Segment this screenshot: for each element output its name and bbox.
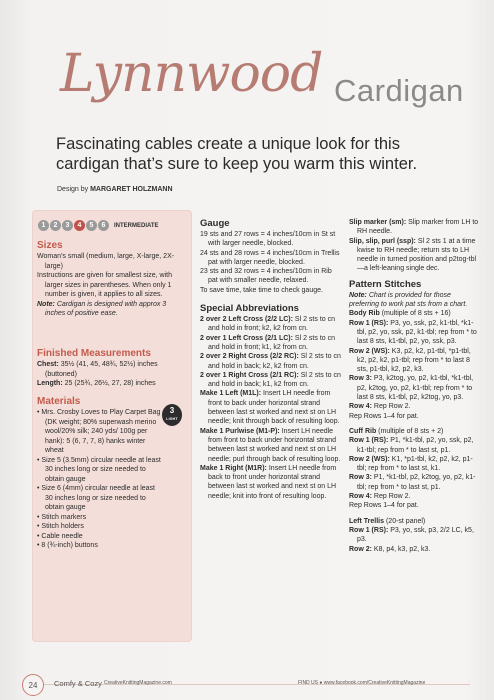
cuff-rib-title: Cuff Rib — [349, 427, 377, 435]
materials-section: Materials • Mrs. Crosby Loves to Play Carpet Bag (DK weight; 80% superwash merino wool/20% silk; 240 yds/ 100g per hank): 5 (6, 7, 7, 8) hanks winter wheat • Size 5 (3.5mm) circular needle at least 30 inches long or size needed to obtain gauge • Size 6 (4mm) circular needle at least 30 inches long or size needed to obtain gauge • Stitch markers • Stitch holders • Cable needle • 8 (¾-inch) buttons — [37, 396, 161, 549]
title-script: Lynnwood — [60, 44, 323, 104]
abbr-def: Sl 2 sts to cn and hold in back; k1, k2 from cn. — [208, 371, 341, 389]
gauge-column — [200, 218, 342, 501]
skill-dot-active: 4 — [74, 220, 85, 231]
abbr-term: 2 over 1 Right Cross (2/1 RC): — [200, 371, 299, 379]
abbr-term: 2 over 1 Left Cross (2/1 LC): — [200, 334, 293, 342]
materials-item: Mrs. Crosby Loves to Play Carpet Bag (DK weight; 80% superwash merino wool/20% silk; 240 yds/ 100g per hank): 5 (6, 7, 7, 8) hanks winter wheat — [41, 409, 161, 454]
row-label: Row 4: — [349, 493, 372, 501]
sizes-line: Instructions are given for smallest size, with larger sizes in parentheses. When only 1 number is given, it applies to all sizes. — [37, 272, 172, 298]
skill-level — [38, 220, 159, 231]
abbr-term: Make 1 Left (M1L): — [200, 390, 262, 398]
row-text: Rep Row 2. — [373, 493, 411, 501]
abbr-def: Slip marker from LH to RH needle. — [357, 219, 479, 236]
row-text: K3, p2, k2, p1-tbl, *p1-tbl, k2, p2, k2, p1-tbl; rep from * to last 8 sts, p1-tbl, k2, p2, k3. — [357, 347, 471, 374]
designer-credit — [57, 186, 173, 193]
measurements-section — [37, 348, 187, 389]
row-label: Row 4: — [349, 403, 372, 411]
row-text: Rep Row 2. — [373, 403, 411, 411]
row-label: Row 3: — [349, 375, 372, 383]
pattern-stitches-heading: Pattern Stitches — [349, 278, 422, 290]
row-text: Rep Rows 1–4 for pat. — [349, 412, 419, 420]
abbr-def: Insert LH needle from front to back under horizontal strand between last st worked and next st on LH needle; purl through back of resulting loop. — [208, 427, 341, 463]
length-label: Length: — [37, 380, 63, 387]
pattern-note: Chart is provided for those preferring to work pat sts from a chart. — [349, 291, 468, 309]
abbr-def: Sl 2 sts 1 at a time kwise to RH needle; return sts to LH needle in turned position and p2tog-tbl—a left-leaning single dec. — [357, 237, 477, 273]
yarn-weight-number: 3 — [169, 406, 175, 415]
designer-name: MARGARET HOLZMANN — [90, 186, 173, 193]
gauge-line: To save time, take time to check gauge. — [200, 286, 323, 294]
footer-facebook: FIND US ● www.facebook.com/CreativeKnittingMagazine — [298, 680, 426, 686]
title-sans: Cardigan — [334, 73, 464, 108]
sizes-note-label: Note: — [37, 300, 55, 308]
sizes-section — [37, 240, 187, 319]
row-label: Row 2 (WS): — [349, 347, 390, 355]
pattern-column — [349, 218, 481, 554]
materials-item: 8 (¾-inch) buttons — [41, 542, 98, 549]
abbr-def: Insert LH needle from front to back under horizontal strand between last st worked and next st on LH needle; knit through back of resulting loop. — [208, 390, 340, 426]
row-label: Row 3: — [349, 474, 372, 482]
left-trellis-title: Left Trellis — [349, 517, 385, 525]
row-label: Row 2: — [349, 545, 372, 553]
row-text: P3, k2tog, yo, p2, k1-tbl, *k1-tbl, p2, k2tog, yo, p2, k1-tbl; rep from * to last 8 sts, k1-tbl, p2, k2tog, yo, p3. — [357, 375, 474, 402]
abbr-term: 2 over 2 Left Cross (2/2 LC): — [200, 316, 293, 324]
cuff-rib-count: (multiple of 8 sts + 2) — [378, 427, 444, 435]
yarn-weight-icon — [162, 404, 182, 426]
row-label: Row 2 (WS): — [349, 455, 390, 463]
row-text: K8, p4, k3, p2, k3. — [373, 545, 431, 553]
skill-label: INTERMEDIATE — [114, 222, 159, 229]
row-label: Row 1 (RS): — [349, 526, 389, 534]
measurements-heading: Finished Measurements — [37, 348, 151, 359]
row-text: P1, *k1-tbl, p2, yo, ssk, p2, k1-tbl; rep from * to last st, p1. — [357, 437, 474, 454]
sizes-note: Cardigan is designed with approx 3 inches of positive ease. — [45, 300, 167, 317]
skill-dot: 6 — [98, 220, 109, 231]
materials-item: Cable needle — [41, 532, 83, 540]
abbr-term: 2 over 2 Right Cross (2/2 RC): — [200, 353, 299, 361]
sizes-line: Woman’s small (medium, large, X-large, 2X-large) — [37, 253, 175, 270]
abbr-term: Make 1 Purlwise (M1-P): — [200, 427, 280, 435]
pattern-note-label: Note: — [349, 291, 367, 299]
chest-label: Chest: — [37, 361, 59, 368]
abbr-term: Slip marker (sm): — [349, 219, 407, 226]
designer-prefix: Design by — [57, 186, 89, 193]
abbr-term: Make 1 Right (M1R): — [200, 464, 267, 472]
body-rib-count: (multiple of 8 sts + 16) — [381, 310, 451, 318]
row-text: P1, *k1-tbl, p2, k2tog, yo, p2, k1-tbl; rep from * to last st, p1. — [357, 474, 476, 491]
gauge-line: 23 sts and 32 rows = 4 inches/10cm in Rib pat with smaller needle, relaxed. — [200, 268, 332, 285]
footer-website: CreativeKnittingMagazine.com — [104, 680, 172, 686]
length-value: 25 (25¾, 26½, 27, 28) inches — [64, 380, 156, 387]
gauge-line: 19 sts and 27 rows = 4 inches/10cm in St st with larger needle, blocked. — [200, 231, 336, 248]
footer-magazine: Comfy & Cozy — [54, 679, 102, 688]
row-label: Row 1 (RS): — [349, 319, 389, 327]
skill-dot: 3 — [62, 220, 73, 231]
abbr-def: Sl 2 sts to cn and hold in front; k2, k2 from cn. — [208, 316, 335, 333]
row-text: P3, yo, ssk, p2, k1-tbl, *k1-tbl, p2, yo, ssk, p2, k1-tbl; rep from * to last 8 sts, k1-tbl, p2, yo, ssk, p3. — [357, 319, 477, 346]
chest-value: 35½ (41, 45, 48¾, 52½) inches (buttoned) — [45, 361, 158, 378]
body-rib-title: Body Rib — [349, 310, 380, 318]
abbr-term: Slip, slip, purl (ssp): — [349, 237, 416, 245]
skill-dot: 5 — [86, 220, 97, 231]
materials-heading: Materials — [37, 396, 81, 407]
row-text: Rep Rows 1–4 for pat. — [349, 502, 419, 510]
gauge-line: 24 sts and 28 rows = 4 inches/10cm in Trellis pat with larger needle, blocked. — [200, 249, 340, 266]
abbr-def: Sl 2 sts to cn and hold in back; k2, k2 from cn. — [208, 353, 341, 370]
abbreviations-heading: Special Abbreviations — [200, 303, 299, 315]
materials-item: Size 6 (4mm) circular needle at least 30 inches long or size needed to obtain gauge — [41, 485, 156, 511]
materials-item: Size 5 (3.5mm) circular needle at least 30 inches long or size needed to obtain gauge — [41, 456, 161, 483]
sizes-heading: Sizes — [37, 240, 63, 251]
row-text: P3, yo, ssk, p3, 2/2 LC, k5, p3. — [357, 526, 474, 544]
skill-dot: 2 — [50, 220, 61, 231]
materials-item: Stitch markers — [41, 513, 87, 521]
skill-dot: 1 — [38, 220, 49, 231]
materials-item: Stitch holders — [41, 523, 84, 530]
left-trellis-count: (20-st panel) — [385, 517, 426, 525]
subtitle: Fascinating cables create a unique look for this cardigan that’s sure to keep you warm this winter. — [56, 135, 418, 173]
row-text: K1, *p1-tbl, k2, p2, k2, p1-tbl; rep from * to last st, k1. — [357, 455, 473, 473]
abbr-def: Insert LH needle from back to front under horizontal strand between last st worked and next st on LH needle; knit into front of resulting loop. — [208, 464, 337, 500]
abbr-def: Sl 2 sts to cn and hold in front; k1, k2 from cn. — [208, 334, 335, 351]
page-number: 24 — [22, 674, 44, 696]
yarn-weight-label: LIGHT — [166, 417, 178, 421]
row-label: Row 1 (RS): — [349, 437, 389, 445]
gauge-heading: Gauge — [200, 218, 230, 229]
